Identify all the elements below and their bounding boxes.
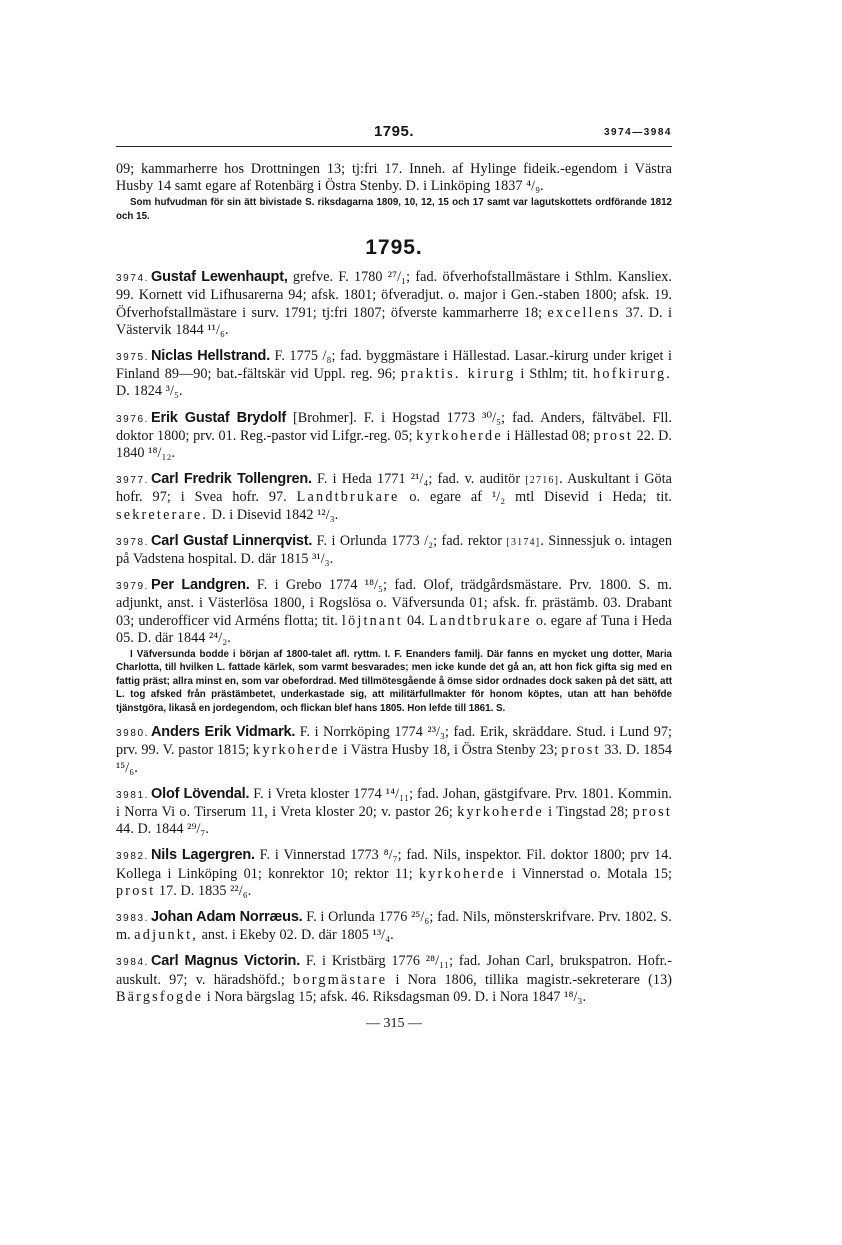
entry-text: Landtbrukare <box>428 612 532 629</box>
entry-text: F. i Norrköping 1774 ²³/₃; fad. Erik, skräddare. Stud. i Lund 97; prv. 99. V. pastor 1815; <box>116 724 672 759</box>
biography-entry <box>116 348 672 401</box>
biography-entry <box>116 471 672 524</box>
entry-name: Carl Magnus Victorin. <box>151 953 301 970</box>
biography-entry <box>116 269 672 339</box>
entry-text: F. i Orlunda 1776 ²⁵/₆; fad. Nils, mönsterskrifvare. Prv. 1802. S. m. <box>116 908 672 944</box>
biography-entry <box>116 786 672 839</box>
entry-name: Johan Adam Norræus. <box>151 908 303 925</box>
entry-number: 3974. <box>116 273 150 285</box>
entry-name: Niclas Hellstrand. <box>151 348 271 365</box>
entry-text: sekreterare. <box>116 506 209 523</box>
entry-text: [Brohmer]. F. i Hogstad 1773 ³⁰/₅; fad. Anders, fältväbel. Fll. doktor 1800; prv. 01. Reg.-pastor vid Lifgr.-reg. 05; <box>116 409 672 444</box>
entry-text: F. i Vinnerstad 1773 ⁸/₇; fad. Nils, inspektor. Fil. doktor 1800; prv 14. Kollega i Linköping 01; konrektor 10; rektor 11; <box>116 847 672 882</box>
entry-text: adjunkt, <box>134 927 198 944</box>
entry-text: i Hällestad 08; <box>502 427 594 444</box>
running-year: 1795. <box>373 123 415 140</box>
entry-text: praktis. kirurg <box>400 366 516 383</box>
section-year-heading: 1795. <box>365 236 423 260</box>
entry-number: 3983. <box>116 912 150 924</box>
entry-number: 3981. <box>116 789 150 801</box>
continuation-text: 09; kammarherre hos Drottningen 13; tj:fri 17. Inneh. af Hylinge fideik.-egendom i Västra Husby 14 samt egare af Rotenbärg i Östra Stenby. D. i Linköping 1837 ⁴/₉. <box>116 161 672 195</box>
entry-text: kyrkoherde <box>416 427 503 444</box>
entry-text: o. egare af Tuna i Heda 05. D. där 1844 ²⁴/₂. <box>116 612 673 646</box>
entry-number: 3980. <box>116 728 150 740</box>
entry-text: [3174] <box>506 536 541 548</box>
entry-text: grefve. F. 1780 ²⁷/₁; fad. öfverhofstallmästare i Sthlm. Kansliex. 99. Kornett vid Lifhusarerna 94; afsk. 1801; öfveradjut. o. major i Gen.-staben 1800; afsk. 19. Öfverhofstallmästare i surv. 1791; tj:fri 1807; öfverste kammarherre 18; <box>116 269 673 321</box>
entry-text: 37. D. i Västervik 1844 ¹¹/₆. <box>116 304 673 338</box>
entry-text: anst. i Ekeby 02. D. där 1805 ¹³/₄. <box>197 927 394 944</box>
biography-entry <box>116 577 672 647</box>
entry-text: [2716] <box>525 475 560 487</box>
entry-list <box>116 269 672 1006</box>
entry-text: 04. <box>402 612 429 629</box>
entry-text: i Tingstad 28; <box>543 803 633 820</box>
entry-range: 3974—3984 <box>604 127 672 138</box>
entry-number: 3977. <box>116 475 150 487</box>
entry-text: i Västra Husby 18, i Östra Stenby 23; <box>339 742 562 759</box>
entry-text: . Auskultant i Göta hofr. 97; i Svea hofr. 97. <box>116 471 672 506</box>
entry-text: Landtbrukare <box>296 489 400 506</box>
entry-name: Carl Fredrik Tollengren. <box>151 471 312 488</box>
entry-text: hofkirurg. <box>593 366 672 383</box>
entry-text: kyrkoherde <box>253 742 340 759</box>
entry-text: . Sinnessjuk o. intagen på Vadstena hospital. D. där 1815 ³¹/₃. <box>116 532 672 568</box>
entry-name: Erik Gustaf Brydolf <box>151 409 287 426</box>
entry-number: 3982. <box>116 851 150 863</box>
entry-name: Carl Gustaf Linnerqvist. <box>151 532 313 549</box>
entry-text: 44. D. 1844 ²⁹/₇. <box>116 821 210 838</box>
entry-text: 22. D. 1840 ¹⁸/₁₂. <box>116 427 673 462</box>
entry-text: prost <box>116 882 156 899</box>
biography-entry <box>116 909 672 944</box>
page-number: — 315 — <box>366 1015 422 1031</box>
entry-text: i Nora bärgslag 15; afsk. 46. Riksdagsman 09. D. i Nora 1847 ¹⁸/₃. <box>203 988 587 1005</box>
entry-text: i Nora 1806, tillika magistr.-sekreterare (13) <box>387 971 672 988</box>
entry-name: Nils Lagergren. <box>151 847 255 864</box>
entry-note: I Väfversunda bodde i början af 1800-talet afl. ryttm. I. F. Enanders familj. Där fanns en mycket ung dotter, Maria Charlotta, till hvilken L. fattade kärlek, som varmt besvarades; men icke kunde det gå an, att hon fick gifta sig med en fattig präst; allra minst en, som var obefordrad. Med tillmötesgående å ömse sidor ordnades dock saken på det sätt, att L. tog afsked från prästämbetet, underkastade sig, att militärfullmakter för honom köptes, utan att han behöfde tjänstgöra, likaså en jordegendom, och flickan blef hans 1805. Hon lefde till 1861. S. <box>116 649 672 714</box>
entry-text: F. i Grebo 1774 ¹⁸/₅; fad. Olof, trädgårdsmästare. Prv. 1800. S. m. adjunkt, anst. i Västerlösa 1800, i Rogslösa o. Väfversunda 01; afsk. fr. prästämb. 03. Drabant 03; underofficer vid Arméns flotta; tit. <box>116 577 672 629</box>
entry-text: i Sthlm; tit. <box>515 366 594 383</box>
entry-number: 3984. <box>116 957 150 969</box>
entry-text: F. i Orlunda 1773 /₂; fad. rektor <box>312 532 507 549</box>
entry-number: 3978. <box>116 536 150 548</box>
entry-text: prost <box>632 803 673 820</box>
entry-text: prost <box>561 742 601 759</box>
entry-text: kyrkoherde <box>418 865 506 882</box>
entry-number: 3979. <box>116 581 150 593</box>
biography-entry <box>116 847 672 900</box>
entry-text: F. 1775 /₈; fad. byggmästare i Hällestad. Lasar.-kirurg under kriget i Finland 89—90; bat.-fältskär vid Uppl. reg. 96; <box>116 348 672 383</box>
entry-text: borgmästare <box>293 971 388 988</box>
biography-entry <box>116 953 672 1006</box>
entry-name: Gustaf Lewenhaupt, <box>151 269 288 286</box>
entry-text: kyrkoherde <box>457 803 544 820</box>
entry-text: 33. D. 1854 ¹⁵/₆. <box>116 742 672 776</box>
entry-number: 3975. <box>116 352 150 364</box>
entry-name: Per Landgren. <box>151 577 250 594</box>
entry-text: excellens <box>547 304 621 321</box>
entry-number: 3976. <box>116 413 150 425</box>
biography-entry <box>116 724 672 777</box>
entry-name: Anders Erik Vidmark. <box>151 724 296 741</box>
entry-text: i Vinnerstad o. Motala 15; <box>505 865 673 882</box>
entry-text: D. i Disevid 1842 ¹²/₃. <box>208 506 339 523</box>
biography-entry <box>116 533 672 568</box>
biography-entry <box>116 410 672 463</box>
entry-text: F. i Heda 1771 ²¹/₄; fad. v. auditör <box>311 471 526 488</box>
entry-text: F. i Vreta kloster 1774 ¹⁴/₁₁; fad. Johan, gästgifvare. Prv. 1801. Kommin. i Norra Vi o. Tirserum 11, i Vreta kloster 20; v. pastor 26; <box>116 785 673 820</box>
entry-name: Olof Lövendal. <box>151 785 250 802</box>
entry-text: löjtnant <box>341 612 403 629</box>
continuation-note: Som hufvudman för sin ätt bivistade S. riksdagarna 1809, 10, 12, 15 och 17 samt var lagutskottets ordförande 1812 och 15. <box>116 197 672 222</box>
entry-text: o. egare af ¹/₂ mtl Disevid i Heda; tit. <box>399 489 672 506</box>
entry-text: prost <box>593 427 633 444</box>
entry-text: F. i Kristbärg 1776 ²⁸/₁₁; fad. Johan Carl, brukspatron. Hofr.-auskult. 97; v. häradshöfd.; <box>116 953 672 988</box>
page-header <box>116 122 672 147</box>
entry-text: Bärgsfogde <box>116 988 204 1005</box>
entry-text: D. 1824 ³/₅. <box>116 383 183 400</box>
entry-text: 17. D. 1835 ²²/₆. <box>155 882 252 899</box>
